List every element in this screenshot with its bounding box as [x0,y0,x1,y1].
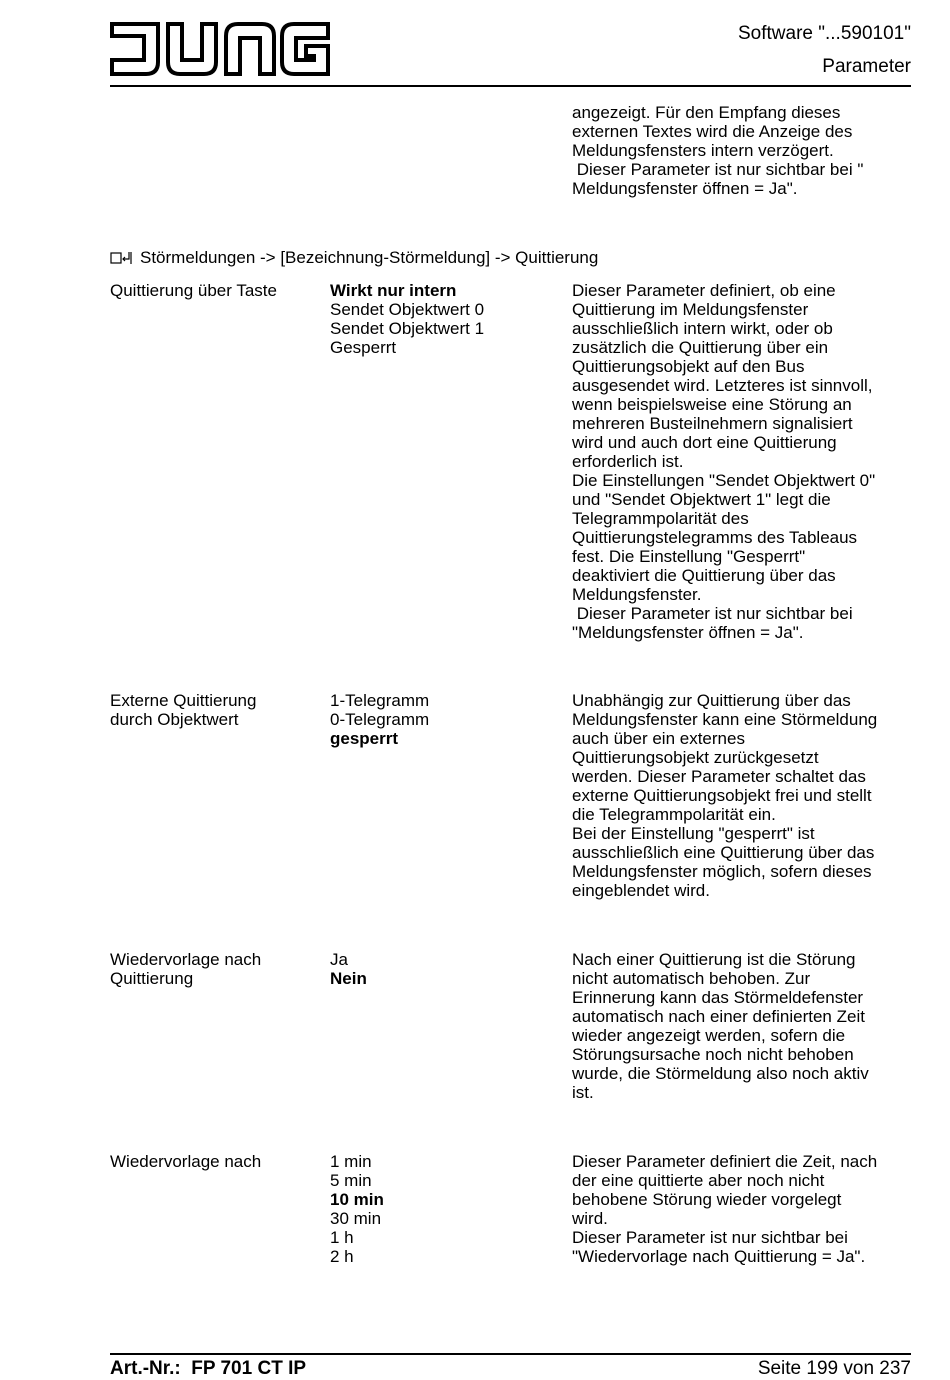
text-line: ausschließlich eine Quittierung über das [572,843,875,862]
param-name-line: Wiedervorlage nach [110,1152,262,1171]
jung-logo [110,22,330,76]
text-line: Dieser Parameter definiert die Zeit, nach [572,1152,878,1171]
text-line: wurde, die Störmeldung also noch aktiv [572,1064,869,1083]
param-name-line: Externe Quittierung [110,691,257,710]
text-line: Quittierungsobjekt zurückgesetzt [572,748,819,767]
intro-text [572,103,917,198]
section-heading-text: Störmeldungen -> [Bezeichnung-Störmeldung] -> Quittierung [140,248,599,267]
param-description [572,1152,917,1266]
param-name [110,691,320,729]
param-description [572,950,917,1102]
param-value-default: 10 min [330,1190,384,1209]
page-number: Seite 199 von 237 [757,1358,911,1379]
param-value: Sendet Objektwert 1 [330,319,485,338]
param-description [572,281,917,642]
text-line: wird und auch dort eine Quittierung [572,433,837,452]
text-line: der eine quittierte aber noch nicht [572,1171,825,1190]
param-value: Ja [330,950,348,969]
param-values [330,950,565,988]
text-line: erforderlich ist. [572,452,684,471]
param-value: 1-Telegramm [330,691,430,710]
parameter-page-icon [110,251,132,265]
text-line: nicht automatisch behoben. Zur [572,969,811,988]
param-value: 0-Telegramm [330,710,430,729]
text-line: Meldungsfenster kann eine Störmeldung [572,710,878,729]
param-value: Sendet Objektwert 0 [330,300,485,319]
text-line: auch über ein externes [572,729,745,748]
text-line: Bei der Einstellung "gesperrt" ist [572,824,815,843]
text-line: ausschließlich intern wirkt, oder ob [572,319,833,338]
text-line: Quittierung im Meldungsfenster [572,300,809,319]
param-value: 2 h [330,1247,354,1266]
param-value-default: gesperrt [330,729,399,748]
param-name-line: Wiedervorlage nach [110,950,262,969]
param-value: 1 h [330,1228,354,1247]
text-line: deaktiviert die Quittierung über das [572,566,836,585]
text-line: ausgesendet wird. Letzteres ist sinnvoll, [572,376,873,395]
text-line: "Meldungsfenster öffnen = Ja". [572,623,804,642]
param-values [330,1152,565,1266]
text-line: eingeblendet wird. [572,881,710,900]
text-line: die Telegrammpolarität ein. [572,805,776,824]
param-values [330,691,565,748]
text-line: Dieser Parameter ist nur sichtbar bei " [572,160,864,179]
text-line: "Wiedervorlage nach Quittierung = Ja". [572,1247,866,1266]
param-name [110,1152,320,1171]
param-value-default: Nein [330,969,367,988]
text-line: werden. Dieser Parameter schaltet das [572,767,866,786]
text-line: Nach einer Quittierung ist die Störung [572,950,856,969]
footer-rule [110,1353,911,1355]
text-line: wird. [572,1209,608,1228]
text-line: Dieser Parameter ist nur sichtbar bei [572,604,853,623]
param-value-default: Wirkt nur intern [330,281,457,300]
text-line: wieder angezeigt werden, sofern die [572,1026,846,1045]
text-line: Quittierungsobjekt auf den Bus [572,357,805,376]
text-line: externe Quittierungsobjekt frei und stellt [572,786,872,805]
param-name-line: Quittierung über Taste [110,281,277,300]
param-value: 1 min [330,1152,372,1171]
param-description [572,691,917,900]
text-line: externen Textes wird die Anzeige des [572,122,853,141]
text-line: Telegrammpolarität des [572,509,749,528]
text-line: fest. Die Einstellung "Gesperrt" [572,547,806,566]
header-software-label: Software "...590101" [738,23,911,44]
text-line: Meldungsfenster. [572,585,702,604]
text-line: Meldungsfenster möglich, sofern dieses [572,862,872,881]
text-line: Meldungsfenster öffnen = Ja". [572,179,798,198]
text-line: angezeigt. Für den Empfang dieses [572,103,841,122]
param-name-line: Quittierung [110,969,194,988]
param-values [330,281,565,357]
text-line: Störungsursache noch nicht behoben [572,1045,854,1064]
text-line: zusätzlich die Quittierung über ein [572,338,829,357]
text-line: wenn beispielsweise eine Störung an [572,395,852,414]
text-line: Meldungsfensters intern verzögert. [572,141,834,160]
param-value: 5 min [330,1171,372,1190]
article-number: Art.-Nr.: FP 701 CT IP [110,1358,307,1379]
text-line: behobene Störung wieder vorgelegt [572,1190,842,1209]
text-line: Quittierungstelegramms des Tableaus [572,528,858,547]
text-line: Dieser Parameter ist nur sichtbar bei [572,1228,848,1247]
section-heading [110,248,598,268]
param-value: 30 min [330,1209,382,1228]
param-name [110,950,320,988]
text-line: automatisch nach einer definierten Zeit [572,1007,865,1026]
text-line: Die Einstellungen "Sendet Objektwert 0" [572,471,876,490]
text-line: Erinnerung kann das Störmeldefenster [572,988,864,1007]
text-line: Dieser Parameter definiert, ob eine [572,281,836,300]
header-rule [110,85,911,87]
text-line: ist. [572,1083,594,1102]
param-name [110,281,320,300]
text-line: Unabhängig zur Quittierung über das [572,691,851,710]
text-line: mehreren Busteilnehmern signalisiert [572,414,853,433]
param-value: Gesperrt [330,338,397,357]
param-name-line: durch Objektwert [110,710,239,729]
text-line: und "Sendet Objektwert 1" legt die [572,490,831,509]
header-section-label: Parameter [822,56,911,77]
